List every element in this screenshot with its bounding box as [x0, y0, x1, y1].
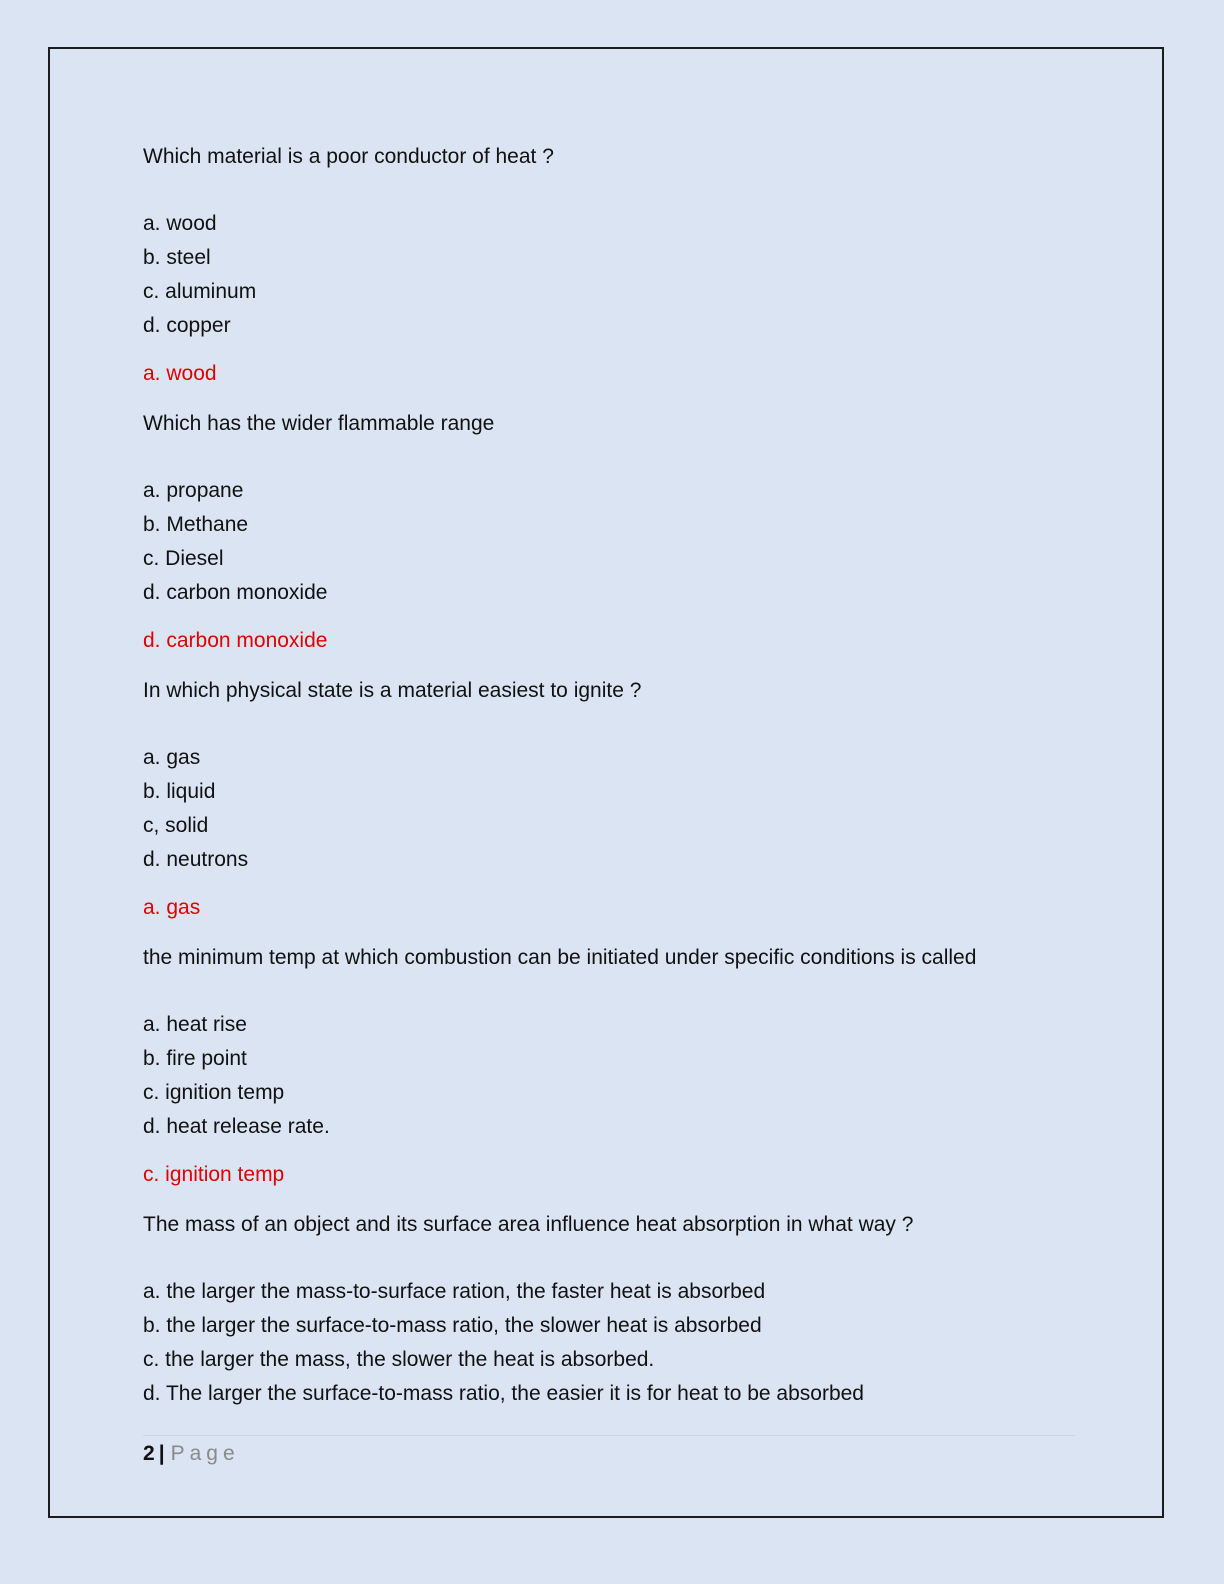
footer-divider	[143, 1435, 1075, 1436]
option-c: c, solid	[143, 814, 209, 837]
page-number: 2	[143, 1442, 155, 1465]
option-a: a. propane	[143, 479, 244, 502]
option-a: a. heat rise	[143, 1013, 247, 1036]
option-b: b. steel	[143, 246, 211, 269]
page-content	[143, 140, 1083, 1411]
question-block-4	[143, 941, 1083, 1192]
question-text: The mass of an object and its surface area influence heat absorption in what way ?	[143, 1213, 914, 1236]
option-a: a. gas	[143, 746, 201, 769]
option-b: b. the larger the surface-to-mass ratio, the slower heat is absorbed	[143, 1314, 762, 1337]
question-text: Which material is a poor conductor of heat ?	[143, 145, 554, 168]
page-footer	[143, 1440, 240, 1468]
option-b: b. liquid	[143, 780, 216, 803]
option-b: b. Methane	[143, 513, 249, 536]
option-d: d. The larger the surface-to-mass ratio, the easier it is for heat to be absorbed	[143, 1382, 864, 1405]
question-text: Which has the wider flammable range	[143, 412, 495, 435]
option-c: c. ignition temp	[143, 1081, 285, 1104]
option-d: d. heat release rate.	[143, 1115, 330, 1138]
question-block-5	[143, 1208, 1083, 1411]
option-c: c. aluminum	[143, 280, 257, 303]
answer-text: a. wood	[143, 362, 217, 385]
option-c: c. the larger the mass, the slower the heat is absorbed.	[143, 1348, 655, 1371]
question-text: the minimum temp at which combustion can be initiated under specific conditions is called	[143, 946, 977, 969]
question-text: In which physical state is a material easiest to ignite ?	[143, 679, 642, 702]
question-block-1	[143, 140, 1083, 391]
answer-text: c. ignition temp	[143, 1163, 285, 1186]
option-b: b. fire point	[143, 1047, 247, 1070]
option-d: d. neutrons	[143, 848, 249, 871]
option-d: d. copper	[143, 314, 231, 337]
answer-text: d. carbon monoxide	[143, 629, 328, 652]
answer-text: a. gas	[143, 896, 201, 919]
option-a: a. wood	[143, 212, 217, 235]
footer-separator: |	[158, 1442, 165, 1465]
option-c: c. Diesel	[143, 547, 224, 570]
page-label: Page	[170, 1442, 240, 1465]
question-block-2	[143, 407, 1083, 658]
option-d: d. carbon monoxide	[143, 581, 328, 604]
question-block-3	[143, 674, 1083, 925]
option-a: a. the larger the mass-to-surface ration, the faster heat is absorbed	[143, 1280, 766, 1303]
